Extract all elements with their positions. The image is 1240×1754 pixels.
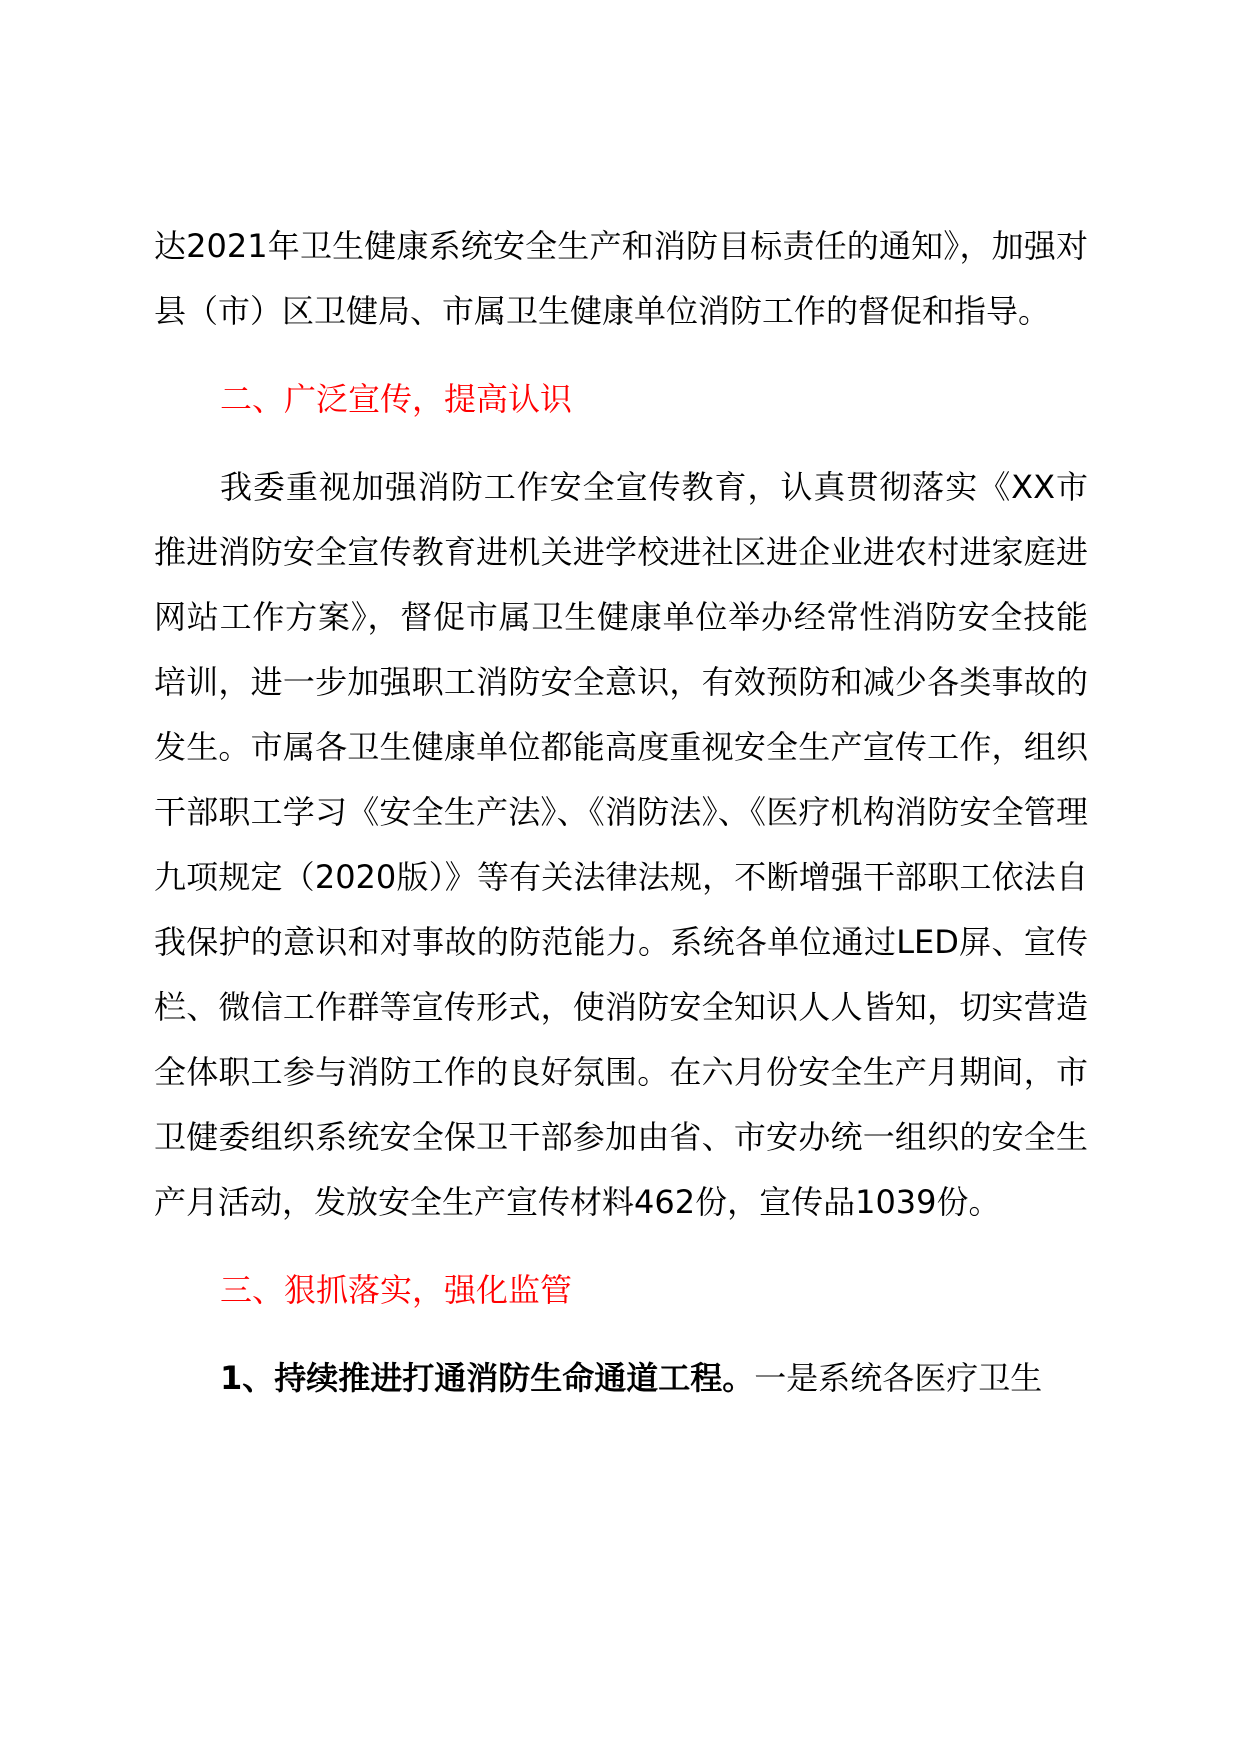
section-3-item-1 xyxy=(154,1346,1088,1411)
section-heading-2: 二、广泛宣传，提高认识 xyxy=(220,380,573,418)
item-1-body: 一是系统各医疗卫生 xyxy=(754,1359,1043,1397)
document-body xyxy=(154,214,1088,1411)
section-2-paragraph: 我委重视加强消防工作安全宣传教育，认真贯彻落实《XX市推进消防安全宣传教育进机关进学校进社区进企业进农村进家庭进网站工作方案》，督促市属卫生健康单位举办经常性消防安全技能培训，进一步加强职工消防安全意识，有效预防和减少各类事故的发生。市属各卫生健康单位都能高度重视安全生产宣传工作，组织干部职工学习《安全生产法》、《消防法》、《医疗机构消防安全管理九项规定（2020版）》等有关法律法规，不断增强干部职工依法自我保护的意识和对事故的防范能力。系统各单位通过LED屏、宣传栏、微信工作群等宣传形式，使消防安全知识人人皆知，切实营造全体职工参与消防工作的良好氛围。在六月份安全生产月期间，市卫健委组织系统安全保卫干部参加由省、市安办统一组织的安全生产月活动，发放安全生产宣传材料462份，宣传品1039份。 xyxy=(154,468,1088,1221)
section-heading-3: 三、狠抓落实，强化监管 xyxy=(220,1271,573,1309)
paragraph-continuation: 达2021年卫生健康系统安全生产和消防目标责任的通知》，加强对县（市）区卫健局、市属卫生健康单位消防工作的督促和指导。 xyxy=(154,227,1088,330)
item-1-title: 1、持续推进打通消防生命通道工程。 xyxy=(220,1359,755,1397)
